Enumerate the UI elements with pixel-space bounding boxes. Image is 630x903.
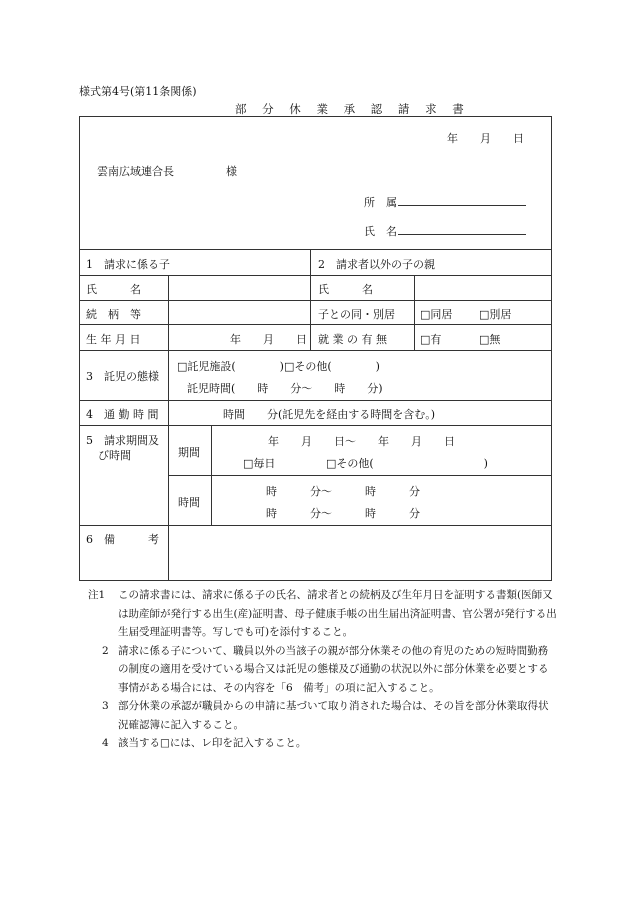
section-4-label: 4 通 勤 時 間	[86, 408, 159, 421]
affiliation-label: 所 属	[364, 196, 397, 209]
section-3-label: 3 託児の態様	[86, 370, 159, 383]
child-name-field[interactable]	[170, 277, 308, 298]
row-line	[79, 324, 552, 325]
row-line	[79, 275, 552, 276]
row-line	[168, 475, 552, 476]
cohabitation-label: 子との同・別居	[318, 308, 395, 321]
row-line	[79, 300, 552, 301]
affiliation-field[interactable]	[398, 205, 526, 206]
birthdate-label: 生 年 月 日	[86, 333, 141, 346]
period-range-field[interactable]: 年 月 日～ 年 月 日	[268, 435, 455, 448]
form-number: 様式第4号(第11条関係)	[79, 85, 197, 98]
note-number: 4	[102, 737, 109, 749]
commute-time-field[interactable]: 時間 分(託児先を経由する時間を含む。)	[223, 408, 436, 421]
childcare-hours[interactable]: 託児時間( 時 分～ 時 分)	[187, 382, 383, 395]
separate-checkbox[interactable]: □別居	[479, 308, 512, 321]
employed-no-checkbox[interactable]: □無	[479, 333, 501, 346]
section-5-label-line1: 5 請求期間及	[86, 434, 159, 447]
table-border-right	[551, 116, 552, 581]
col-line	[168, 425, 169, 581]
note-item	[88, 586, 558, 642]
birthdate-field[interactable]: 年 月 日	[230, 333, 307, 346]
form-title: 部 分 休 業 承 認 請 求 書	[235, 102, 470, 116]
row-line	[79, 350, 552, 351]
note-item	[88, 734, 558, 753]
period-label: 期間	[178, 446, 200, 459]
other-parent-name-label: 氏 名	[318, 283, 373, 296]
note-text: 請求に係る子について、職員以外の当該子の親が部分休業その他の育児のための短時間勤務の制度の適用を受けている場合又は託児の態様及び通勤の状況以外に部分休業を必要とする事情がある場合には、その内容を「6 備考」の項に記入すること。	[118, 644, 549, 694]
employment-label: 就 業 の 有 無	[318, 333, 387, 346]
relationship-label: 続 柄 等	[86, 308, 141, 321]
employed-yes-checkbox[interactable]: □有	[420, 333, 442, 346]
child-name-label: 氏 名	[86, 283, 141, 296]
note-item	[88, 642, 558, 698]
table-border-top	[79, 116, 552, 117]
note-number: 注1	[88, 589, 106, 601]
note-text: 該当する□には、レ印を記入すること。	[118, 737, 307, 749]
time-range-field-1[interactable]: 時 分～ 時 分	[266, 485, 420, 498]
remarks-field[interactable]	[170, 527, 549, 578]
section-6-label: 6 備 考	[86, 533, 159, 546]
request-date: 年 月 日	[447, 132, 524, 145]
col-line	[211, 425, 212, 525]
row-line	[79, 400, 552, 401]
other-period-checkbox[interactable]: □その他( )	[326, 457, 488, 470]
other-parent-name-field[interactable]	[416, 277, 549, 298]
cohabit-checkbox[interactable]: □同居	[420, 308, 453, 321]
section-2-label: 2 請求者以外の子の親	[318, 258, 435, 271]
addressee: 雲南広域連合長	[97, 165, 174, 178]
applicant-name-field[interactable]	[398, 234, 526, 235]
note-item	[88, 697, 558, 734]
applicant-name-label: 氏 名	[364, 225, 397, 238]
time-range-field-2[interactable]: 時 分～ 時 分	[266, 507, 420, 520]
time-label: 時間	[178, 496, 200, 509]
table-border-left	[79, 116, 80, 581]
notes	[88, 586, 558, 753]
row-line	[79, 249, 552, 250]
row-line	[79, 425, 552, 426]
note-number: 2	[102, 644, 109, 657]
childcare-facility-checkbox[interactable]: □託児施設( )□その他( )	[177, 360, 380, 373]
note-text: 部分休業の承認が職員からの申請に基づいて取り消された場合は、その旨を部分休業取得状況確認簿に記入すること。	[118, 700, 549, 731]
addressee-honorific: 様	[226, 165, 237, 178]
note-text: この請求書には、請求に係る子の氏名、請求者との続柄及び生年月日を証明する書類(医師又は助産師が発行する出生(産)証明書、母子健康手帳の出生届出済証明書、官公署が発行する出生届受理証明書等。写しでも可)を添付すること。	[118, 589, 557, 638]
section-5-label-line2: び時間	[98, 449, 131, 462]
section-1-label: 1 請求に係る子	[86, 258, 170, 271]
daily-checkbox[interactable]: □毎日	[243, 457, 276, 470]
table-border-bottom	[79, 580, 552, 581]
note-number: 3	[102, 700, 109, 712]
col-line	[168, 275, 169, 350]
col-line	[414, 275, 415, 350]
row-line	[79, 525, 552, 526]
col-line	[168, 350, 169, 425]
col-line	[310, 249, 311, 350]
relationship-field[interactable]	[170, 302, 308, 322]
